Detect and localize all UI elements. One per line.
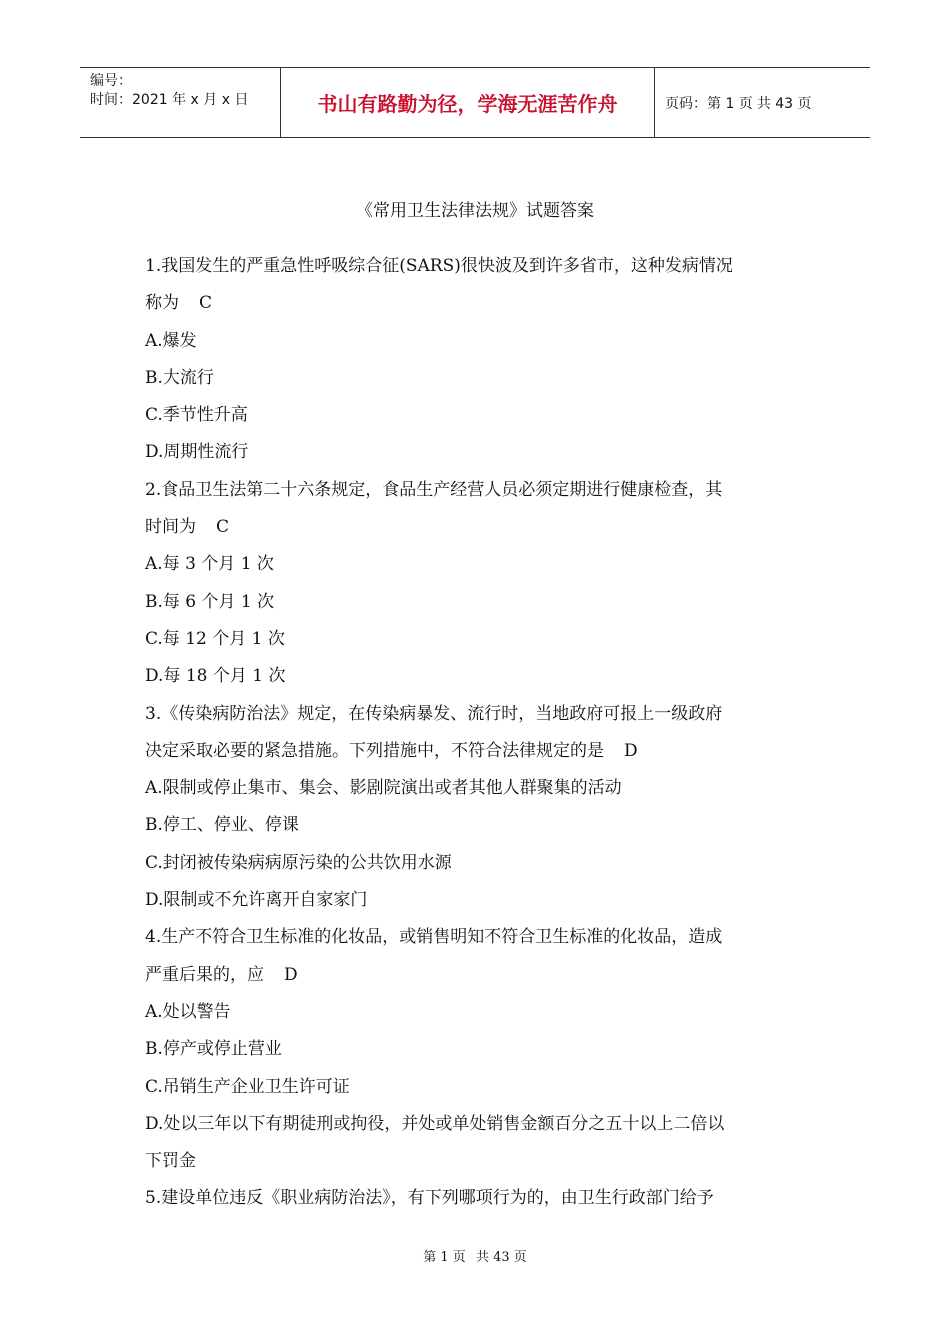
footer-total: 共 43 页 <box>475 1250 527 1265</box>
line-text: 严重后果的，应 <box>145 964 264 985</box>
line-text: 时间为 <box>145 517 196 538</box>
line-text: 1.我国发生的严重急性呼吸综合征(SARS)很快波及到许多省市，这种发病情况 <box>145 256 733 276</box>
line-text: A.爆发 <box>145 330 197 351</box>
document-title: 《常用卫生法律法规》试题答案 <box>356 201 594 221</box>
line-text: C.季节性升高 <box>145 405 248 426</box>
line-text: B.停产或停止营业 <box>145 1039 282 1060</box>
text-line <box>145 696 805 733</box>
motto-text: 书山有路勤为径，学海无涯苦作舟 <box>317 92 618 116</box>
text-line <box>145 472 805 509</box>
text-line <box>145 285 805 322</box>
text-line <box>145 658 805 695</box>
text-line <box>145 621 805 658</box>
line-text: 下罚金 <box>145 1151 196 1172</box>
text-line <box>145 957 805 994</box>
text-line <box>145 397 805 434</box>
header-motto-cell <box>281 68 655 137</box>
header-info-cell <box>80 68 281 137</box>
text-line <box>145 807 805 844</box>
line-text: 称为 <box>145 293 179 314</box>
text-line <box>145 434 805 471</box>
line-text: 4.生产不符合卫生标准的化妆品，或销售明知不符合卫生标准的化妆品，造成 <box>145 927 723 948</box>
line-text: C.吊销生产企业卫生许可证 <box>145 1076 350 1097</box>
line-text: 3.《传染病防治法》规定，在传染病暴发、流行时，当地政府可报上一级政府 <box>145 703 723 724</box>
text-line <box>145 994 805 1031</box>
text-line <box>145 1143 805 1180</box>
line-text: 2.食品卫生法第二十六条规定，食品生产经营人员必须定期进行健康检查，其 <box>145 479 723 500</box>
question-list <box>145 248 805 1218</box>
line-text: C.每 12 个月 1 次 <box>145 628 285 649</box>
line-text: 决定采取必要的紧急措施。下列措施中，不符合法律规定的是 <box>145 740 604 761</box>
text-line <box>145 584 805 621</box>
line-text: B.每 6 个月 1 次 <box>145 591 275 612</box>
line-text: 5.建设单位违反《职业病防治法》，有下列哪项行为的，由卫生行政部门给予 <box>145 1188 714 1209</box>
line-text: B.停工、停业、停课 <box>145 815 299 836</box>
total-pages-label: 共 43 页 <box>756 95 812 112</box>
text-line <box>145 845 805 882</box>
answer-letter: D <box>284 964 298 985</box>
header-table <box>80 67 870 138</box>
text-line <box>145 1180 805 1217</box>
text-line <box>145 1031 805 1068</box>
text-line <box>145 546 805 583</box>
line-text: B.大流行 <box>145 367 214 388</box>
line-text: D.每 18 个月 1 次 <box>145 666 286 687</box>
line-text: D.限制或不允许离开自家家门 <box>145 890 368 911</box>
text-line <box>145 1106 805 1143</box>
page-footer <box>0 1246 950 1265</box>
line-text: A.限制或停止集市、集会、影剧院演出或者其他人群聚集的活动 <box>145 778 622 799</box>
line-text: D.处以三年以下有期徒刑或拘役，并处或单处销售金额百分之五十以上二倍以 <box>145 1113 725 1134</box>
line-text: C.封闭被传染病病原污染的公共饮用水源 <box>145 852 452 873</box>
header-page-cell <box>655 68 870 137</box>
text-line <box>145 882 805 919</box>
text-line <box>145 1069 805 1106</box>
text-line <box>145 360 805 397</box>
number-label: 编号： <box>90 73 132 89</box>
answer-letter: C <box>216 517 230 538</box>
date-label: 时间：2021 年 x 月 x 日 <box>90 92 249 108</box>
answer-letter: D <box>624 740 638 761</box>
line-text: A.每 3 个月 1 次 <box>145 554 274 575</box>
text-line <box>145 770 805 807</box>
text-line <box>145 248 805 285</box>
page-label: 页码：第 1 页 <box>665 95 753 112</box>
line-text: D.周期性流行 <box>145 442 249 463</box>
footer-page: 第 1 页 <box>423 1250 466 1265</box>
answer-letter: C <box>199 293 213 314</box>
text-line <box>145 919 805 956</box>
text-line <box>145 323 805 360</box>
text-line <box>145 733 805 770</box>
text-line <box>145 509 805 546</box>
line-text: A.处以警告 <box>145 1001 231 1022</box>
